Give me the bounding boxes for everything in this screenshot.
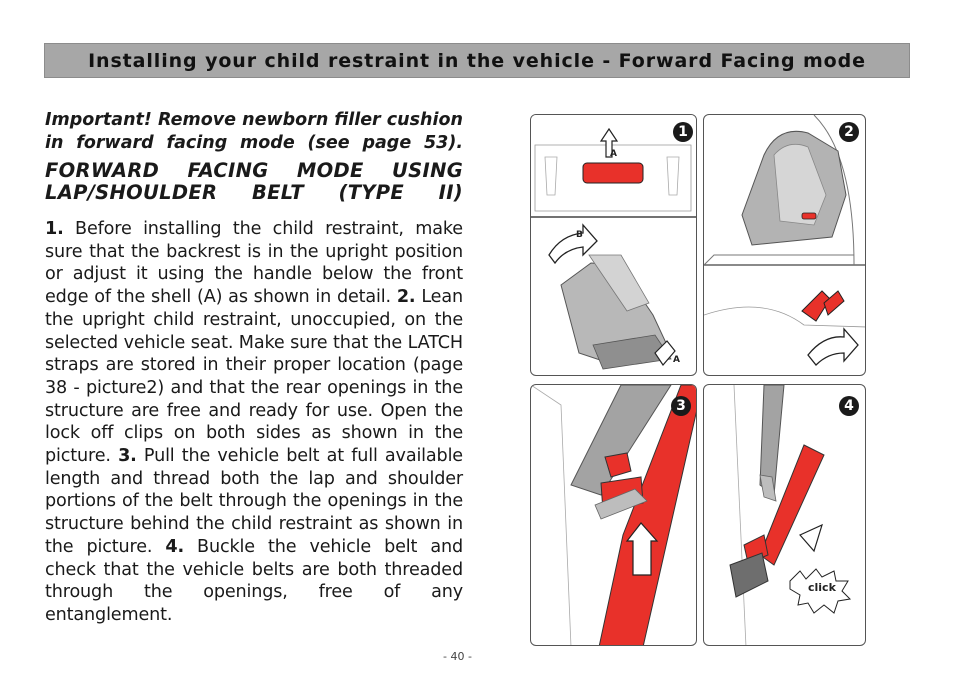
step-3-number: 3. bbox=[118, 446, 137, 467]
steps-paragraph bbox=[45, 218, 463, 627]
step-badge-1: 1 bbox=[673, 122, 693, 142]
step-badge-2: 2 bbox=[839, 122, 859, 142]
step-1-number: 1. bbox=[45, 219, 64, 239]
step-badge-3: 3 bbox=[671, 396, 691, 416]
subheading: FORWARD FACING MODE USING LAP/SHOULDER BELT (TYPE II) bbox=[45, 159, 463, 204]
label-a-top: A bbox=[610, 149, 617, 159]
step-2-text: Lean the upright child restraint, unoccupied, on the selected vehicle seat. Make sure that the LATCH straps are stored in their proper location (page 38 - picture2) and that the rear openings in the structure are free and ready for use. Open the lock off clips on both sides as shown in the picture. bbox=[45, 287, 463, 467]
figure-panel-2 bbox=[703, 114, 866, 376]
figure-panel-3 bbox=[530, 384, 697, 646]
page-number: - 40 - bbox=[443, 650, 472, 663]
step-3-text: Pull the vehicle belt at full available length and thread both the lap and shoulder portions of the belt through the openings in the structure behind the child restraint as shown in the picture. bbox=[45, 446, 463, 557]
figure-3-illustration bbox=[531, 385, 697, 646]
step-1-text: Before installing the child restraint, make sure that the backrest is in the upright position or adjust it using the handle below the front edge of the shell (A) as shown in detail. bbox=[45, 219, 463, 308]
label-a-bottom: A bbox=[673, 355, 680, 365]
figure-panel-4 bbox=[703, 384, 866, 646]
step-badge-4: 4 bbox=[839, 396, 859, 416]
click-label: click bbox=[808, 581, 836, 594]
instruction-text bbox=[45, 109, 463, 627]
step-4-number: 4. bbox=[165, 536, 184, 557]
section-title: Installing your child restraint in the vehicle - Forward Facing mode bbox=[88, 49, 866, 72]
step-4-text: Buckle the vehicle belt and check that the vehicle belts are both threaded through the openings, free of any entanglement. bbox=[45, 536, 463, 625]
important-note: Important! Remove newborn filler cushion in forward facing mode (see page 53). bbox=[45, 110, 463, 153]
label-b: B bbox=[576, 230, 583, 240]
step-2-number: 2. bbox=[396, 287, 416, 308]
section-header bbox=[44, 43, 910, 78]
figure-4-illustration bbox=[704, 385, 866, 646]
figure-panel-1 bbox=[530, 114, 697, 376]
figure-2-illustration bbox=[704, 115, 866, 376]
